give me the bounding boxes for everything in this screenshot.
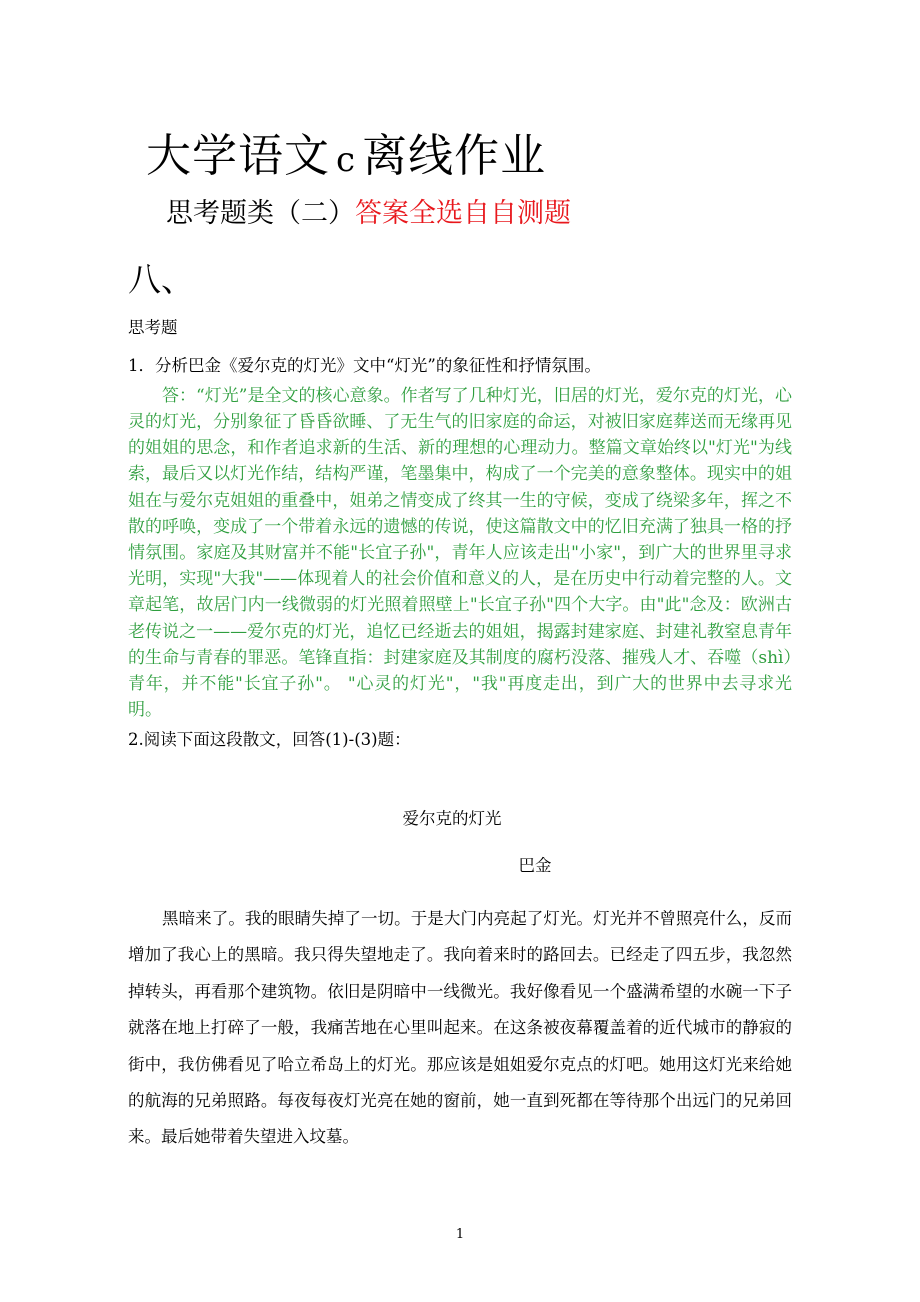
page-number: 1 [455,1227,465,1242]
document-subtitle-category: 思考题类（二） [166,198,355,230]
document-title-suffix: 离线作业 [362,129,547,182]
document-title [128,0,792,184]
question-1-text: 1．分析巴金《爱尔克的灯光》文中“灯光”的象征性和抒情氛围。 [128,356,601,376]
section-label: 思考题 [128,318,178,338]
page-content [128,0,792,1156]
essay-body: 黑暗来了。我的眼睛失掉了一切。于是大门内亮起了灯光。灯光并不曾照亮什么，反而增加了我心上的黑暗。我只得失望地走了。我向着来时的路回去。已经走了四五步，我忽然掉转头，再看那个建筑物。依旧是阴暗中一线微光。我好像看见一个盛满希望的水碗一下子就落在地上打碎了一般，我痛苦地在心里叫起来。在这条被夜幕覆盖着的近代城市的静寂的街中，我仿佛看见了哈立希岛上的灯光。那应该是姐姐爱尔克点的灯吧。她用这灯光来给她的航海的兄弟照路。每夜每夜灯光亮在她的窗前，她一直到死都在等待那个出远门的兄弟回来。最后她带着失望进入坟墓。 [128,908,792,1147]
document-title-latin: c [336,140,357,180]
document-subtitle [128,184,792,233]
essay-title: 爱尔克的灯光 [402,809,502,829]
essay-author: 巴金 [518,855,552,875]
question-2-text: 2.阅读下面这段散文，回答(1)-(3)题： [128,730,411,750]
question-1-answer: 答：“灯光”是全文的核心意象。作者写了几种灯光，旧居的灯光，爱尔克的灯光，心灵的灯光，分别象征了昏昏欲睡、了无生气的旧家庭的命运，对被旧家庭葬送而无缘再见的姐姐的思念，和作者追求新的生活、新的理想的心理动力。整篇文章始终以"灯光"为线索，最后又以灯光作结，结构严谨，笔墨集中，构成了一个完美的意象整体。现实中的姐姐在与爱尔克姐姐的重叠中，姐弟之情变成了终其一生的守候，变成了绕梁多年，挥之不散的呼唤，变成了一个带着永远的遗憾的传说，使这篇散文中的忆旧充满了独具一格的抒情氛围。家庭及其财富并不能"长宜子孙"，青年人应该走出"小家"，到广大的世界里寻求光明，实现"大我"——体现着人的社会价值和意义的人，是在历史中行动着完整的人。文章起笔，故居门内一线微弱的灯光照着照壁上"长宜子孙"四个大字。由"此"念及：欧洲古老传说之一——爱尔克的灯光，追忆已经逝去的姐姐，揭露封建家庭、封建礼教窒息青年的生命与青春的罪恶。笔锋直指：封建家庭及其制度的腐朽没落、摧残人才、吞噬（shì）青年，并不能"长宜子孙"。 "心灵的灯光"，"我"再度走出，到广大的世界中去寻求光明。 [128,385,792,721]
section-heading: 八、 [128,260,194,300]
document-subtitle-note: 答案全选自自测题 [355,198,571,230]
document-title-prefix: 大学语文 [146,129,331,182]
